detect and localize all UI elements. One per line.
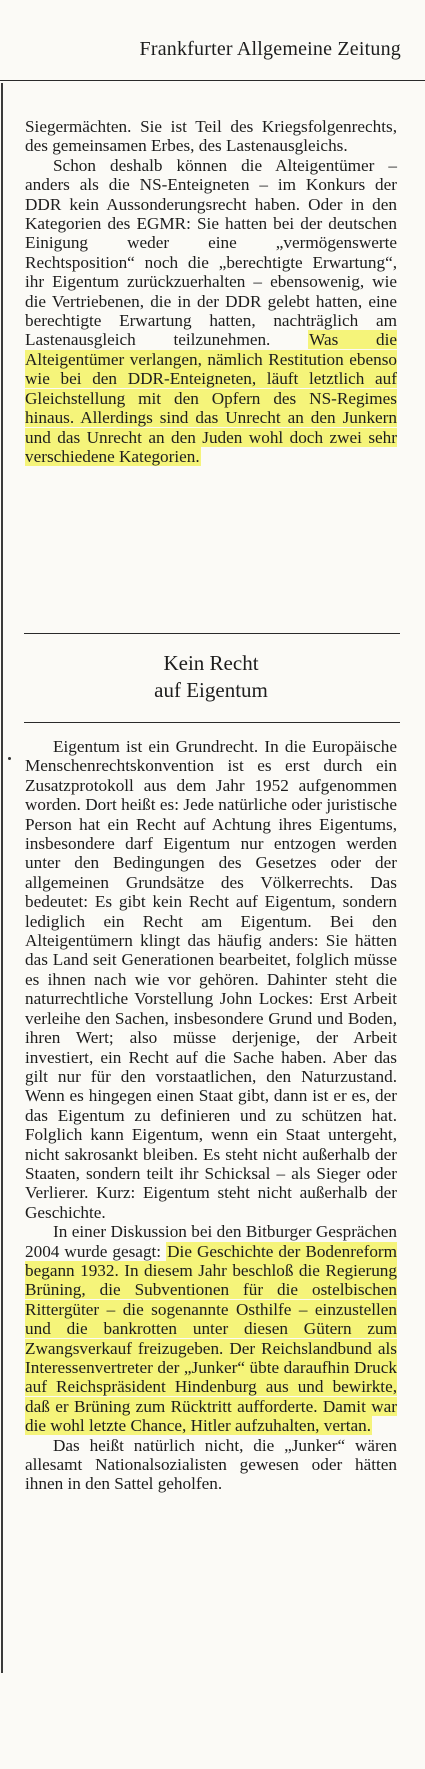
article-column-top — [25, 117, 397, 466]
column-rule-left — [1, 83, 3, 1673]
section-rule-top — [24, 633, 400, 634]
paragraph: Das heißt natürlich nicht, die „Junker“ wären allesamt Nationalsozialisten gewesen oder hätten ihnen in den Sattel geholfen. — [25, 1435, 397, 1494]
paragraph: Eigentum ist ein Grundrecht. In die Europäische Menschenrechtskonvention ist es erst durch ein Zusatzprotokoll aus dem Jahr 1952 aufgenommen worden. Dort heißt es: Jede natürliche oder juristische Person hat ein Recht auf Achtung ihres Eigentums, insbesondere darf Eigentum nur entzogen werden unter den Bedingungen des Gesetzes oder der allgemeinen Grundsätze des Völkerrechts. Das bedeutet: Es gibt kein Recht auf Eigentum, sondern lediglich ein Recht am Eigentum. Bei den Alteigentümern klingt das häufig anders: Sie hätten das Land seit Generationen bearbeitet, folglich müsse es ihnen nach wie vor gehören. Dahinter steht die naturrechtliche Vorstellung John Lockes: Erst Arbeit verleihe den Sachen, insbesondere Grund und Boden, ihren Wert; also müsse derjenige, der Arbeit investiert, ein Recht auf die Sache haben. Aber das gilt nur für den vorstaatlichen, den Naturzustand. Wenn es hingegen einen Staat gibt, dann ist er es, der das Eigentum zu definieren und zu schützen hat. Folglich kann Eigentum, wenn ein Staat untergeht, nicht sakrosankt bleiben. Es steht nicht außerhalb der Staaten, sondern teilt ihr Schicksal – als Sieger oder Verlierer. Kurz: Eigentum steht nicht außerhalb der Geschichte. — [25, 737, 397, 1222]
paragraph — [25, 1222, 397, 1435]
paragraph — [25, 156, 397, 467]
section-heading — [25, 650, 397, 704]
article-column-bottom — [25, 737, 397, 1494]
section-rule-bottom — [24, 722, 400, 723]
highlighted-text: Was die Alteigentümer verlangen, nämlich Restitution ebenso wie bei den DDR-Enteigneten, läuft letztlich auf Gleichstellung mit den Opfern des NS-Regimes hinaus. Allerdings sind das Unrecht an den Junkern und das Unrecht an den Juden wohl doch zwei sehr verschiedene Kategorien. — [25, 330, 397, 466]
heading-line: auf Eigentum — [154, 678, 268, 702]
masthead — [0, 0, 425, 80]
paragraph-text: Schon deshalb können die Alteigentümer – anders als die NS-Enteigneten – im Konkurs der DDR kein Aussonderungsrecht haben. Oder in den Kategorien des EGMR: Sie hatten bei der deutschen Einigung weder eine „vermögenswerte Rechtsposition“ noch die „berechtigte Erwartung“, ihr Eigentum zurückzuerhalten – ebensowenig, wie die Vertriebenen, die in der DDR gelebt hatten, eine berechtigte Erwartung hatten, nachträglich am Lastenausgleich teilzunehmen. — [25, 155, 397, 350]
masthead-rule — [0, 80, 425, 81]
newspaper-title: Frankfurter Allgemeine Zeitung — [139, 38, 401, 60]
heading-line: Kein Recht — [163, 651, 259, 675]
highlighted-text: Die Geschichte der Bodenreform begann 1932. In diesem Jahr beschloß die Regierung Brüning, die Subventionen für die ostelbischen Rittergüter – die sogenannte Osthilfe – einzustellen und die bankrotten unter diesen Gütern zum Zwangsverkauf freizugeben. Der Reichslandbund als Interessenvertreter der „Junker“ übte daraufhin Druck auf Reichspräsident Hindenburg aus und bewirkte, daß er Brüning zum Rücktritt aufforderte. Damit war die wohl letzte Chance, Hitler aufzuhalten, vertan. — [25, 1241, 398, 1436]
paragraph: Siegermächten. Sie ist Teil des Kriegsfolgenrechts, des gemeinsamen Erbes, des Lastenausgleichs. — [25, 117, 397, 156]
paragraph-text: In einer Diskussion bei den Bitburger Gesprächen 2004 wurde gesagt: — [25, 1222, 397, 1261]
margin-mark — [8, 757, 11, 760]
